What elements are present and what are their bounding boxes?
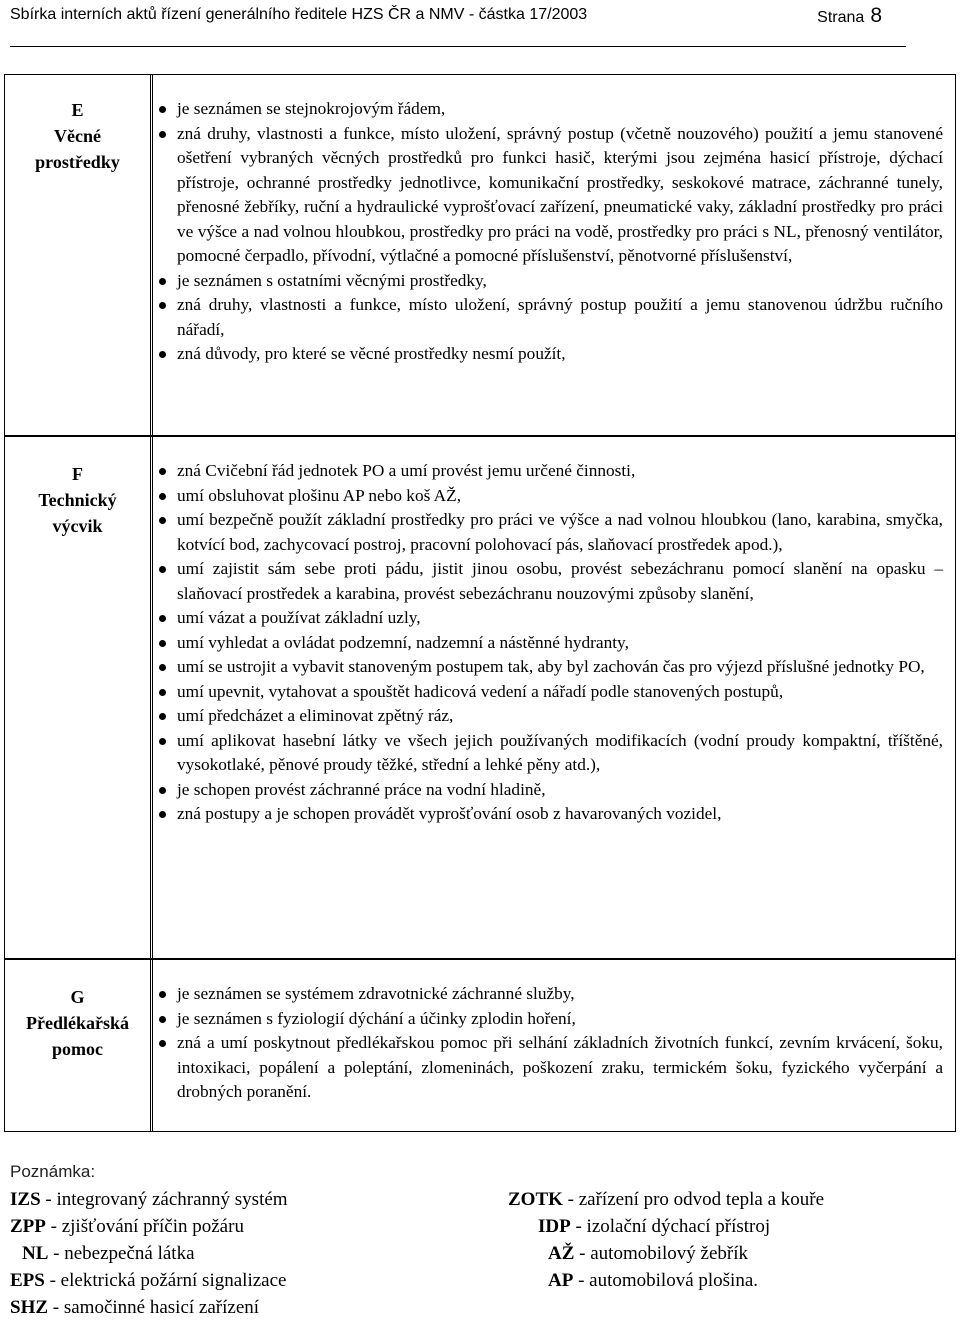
item-text: umí obsluhovat plošinu AP nebo koš AŽ, [177,485,462,505]
abbreviation-note [10,1158,950,1318]
bullet-icon [159,517,166,524]
list-item [153,655,955,680]
abbreviation: EPS [10,1270,45,1291]
bullet-icon [159,351,166,358]
section-heading [5,960,151,1131]
list-item [153,704,955,729]
list-item [153,1031,955,1105]
list-item [153,802,955,827]
abbreviation-entry [10,1213,288,1240]
note-title: Poznámka: [10,1162,96,1181]
item-text: umí bezpečně použít základní prostředky pro práci ve výšce a nad volnou hloubkou (lano, karabina, smyčka, kotvící bod, zachycovací postroj, pracovní polohovací pás, slaňovací prostředek apod.), [177,510,943,554]
abbreviation-meaning: - nebezpečná látka [48,1243,195,1264]
section-title-line: výcvik [52,516,103,536]
abbreviation-entry [508,1267,824,1294]
page-header [10,4,906,40]
abbreviation-meaning: - izolační dýchací přístroj [570,1216,771,1237]
page-label: Strana [817,9,865,26]
abbreviation: AŽ [548,1243,575,1264]
page-indicator [817,4,882,28]
abbreviation-meaning: - elektrická požární signalizace [44,1270,287,1291]
list-item [153,459,955,484]
section-title-line: Předlékařská [26,1013,129,1033]
list-item [153,484,955,509]
list-item [153,680,955,705]
item-text: zná Cvičební řád jednotek PO a umí provést jemu určené činnosti, [177,461,636,480]
abbreviation-meaning: - zařízení pro odvod tepla a kouře [562,1189,825,1210]
item-text: umí se ustrojit a vybavit stanoveným postupem tak, aby byl zachován čas pro výjezd příslušné jednotky PO, [177,657,925,676]
item-text: je seznámen se stejnokrojovým řádem, [177,99,446,118]
bullet-icon [159,278,166,285]
section-code: G [70,987,85,1007]
item-text: umí vyhledat a ovládat podzemní, nadzemní a nástěnné hydranty, [177,632,629,652]
section-title-line: pomoc [52,1039,103,1059]
list-item [153,1007,955,1032]
section-content [152,75,955,435]
list-item [153,631,955,656]
bullet-icon [159,713,166,720]
abbreviation-column-left [10,1186,288,1321]
item-list [153,960,955,1105]
header-divider [10,46,906,47]
section-heading [5,437,151,958]
section-content [152,960,955,1131]
bullet-icon [159,468,166,475]
item-text: umí vázat a používat základní uzly, [177,608,421,627]
section-g [4,959,956,1132]
item-text: zná důvody, pro které se věcné prostředky nesmí použít, [177,344,566,363]
section-code: F [72,464,83,484]
bullet-icon [159,811,166,818]
bullet-icon [159,689,166,696]
abbreviation: ZPP [10,1216,46,1237]
item-text: zná druhy, vlastnosti a funkce, místo uložení, správný postup (včetně nouzového) použití a jemu stanovené ošetření vybraných věcných prostředků pro funkci hasič, kterými jsou zejména hasicí přístroje, dýchací přístroje, ochranné prostředky jednotlivce, komunikační prostředky, seskokové matrace, záchranné tunely, přenosné žebříky, ruční a hydraulické vyprošťovací zařízení, pneumatické vaky, základní prostředky pro práci ve výšce a nad volnou hloubkou, prostředky pro práci na vodě, prostředky pro práci s NL, přenosný ventilátor, pomocné čerpadlo, přívodní, výtlačné a pomocné příslušenství, pěnotvorné příslušenství, [177,123,943,265]
bullet-icon [159,787,166,794]
section-heading [5,75,151,435]
list-item [153,729,955,778]
abbreviation-entry [10,1267,288,1294]
bullet-icon [159,106,166,113]
abbreviation: IZS [10,1189,41,1210]
abbreviation-meaning: - automobilový žebřík [574,1243,749,1264]
bullet-icon [159,664,166,671]
item-text: umí zajistit sám sebe proti pádu, jistit jinou osobu, provést sebezáchranu pomocí slanění na opasku – slaňovací prostředek a karabina, provést sebezáchranu nouzovými způsoby slanění, [177,559,943,603]
item-text: umí aplikovat hasební látky ve všech jejich používaných modifikacích (vodní proudy kompaktní, tříštěné, vysokotlaké, pěnové proudy těžké, střední a lehké pěny atd.), [177,730,943,774]
page-number: 8 [870,4,882,27]
collection-title: Sbírka interních aktů řízení generálního ředitele HZS ČR a NMV - částka 17/2003 [10,6,588,23]
item-text: zná druhy, vlastnosti a funkce, místo uložení, správný postup použití a jemu stanovenou údržbu ručního nářadí, [177,295,943,339]
item-text: umí upevnit, vytahovat a spouštět hadicová vedení a nářadí podle stanovených postupů, [177,681,784,701]
abbreviation-entry [508,1213,824,1240]
abbreviation: IDP [538,1216,571,1237]
list-item [153,557,955,606]
list-item [153,293,955,342]
bullet-icon [159,1016,166,1023]
bullet-icon [159,640,166,647]
abbreviation: ZOTK [508,1189,563,1210]
bullet-icon [159,991,166,998]
abbreviation-entry [10,1240,288,1267]
list-item [153,606,955,631]
section-title-line: Technický [38,490,117,510]
bullet-icon [159,493,166,500]
item-text: je seznámen se systémem zdravotnické záchranné služby, [177,984,575,1003]
item-text: je schopen provést záchranné práce na vodní hladině, [177,779,546,799]
abbreviation: AP [548,1270,574,1291]
section-content [152,437,955,958]
bullet-icon [159,738,166,745]
abbreviation-entry [508,1240,824,1267]
bullet-icon [159,615,166,622]
abbreviation-entry [10,1186,288,1213]
item-text: je seznámen s ostatními věcnými prostředky, [177,270,487,290]
item-text: zná postupy a je schopen provádět vyprošťování osob z havarovaných vozidel, [177,804,722,823]
bullet-icon [159,302,166,309]
abbreviation-meaning: - automobilová plošina. [573,1270,759,1291]
list-item [153,982,955,1007]
item-text: je seznámen s fyziologií dýchání a účinky zplodin hoření, [177,1008,576,1028]
abbreviation: SHZ [10,1297,49,1318]
abbreviation-meaning: - zjišťování příčin požáru [45,1216,244,1237]
item-list [153,75,955,367]
abbreviation-entry [10,1294,288,1321]
list-item [153,269,955,294]
list-item [153,97,955,122]
section-e [4,74,956,436]
list-item [153,508,955,557]
list-item [153,122,955,269]
bullet-icon [159,131,166,138]
abbreviation-meaning: - integrovaný záchranný systém [40,1189,288,1210]
list-item [153,778,955,803]
abbreviation-column-right [508,1186,824,1294]
item-text: umí předcházet a eliminovat zpětný ráz, [177,706,454,725]
item-text: zná a umí poskytnout předlékařskou pomoc při selhání základních životních funkcí, zevním krvácení, šoku, intoxikaci, popálení a poleptání, zlomeninách, poškození zraku, termickém šoku, fyzického vyčerpání a drobných poranění. [177,1033,943,1101]
section-title-line: Věcné [54,126,101,146]
list-item [153,342,955,367]
section-f [4,436,956,959]
bullet-icon [159,1040,166,1047]
section-code: E [71,100,84,120]
bullet-icon [159,566,166,573]
abbreviation-meaning: - samočinné hasicí zařízení [48,1297,260,1318]
section-title-line: prostředky [35,152,120,172]
abbreviation: NL [22,1243,49,1264]
item-list [153,437,955,827]
abbreviation-entry [508,1186,824,1213]
